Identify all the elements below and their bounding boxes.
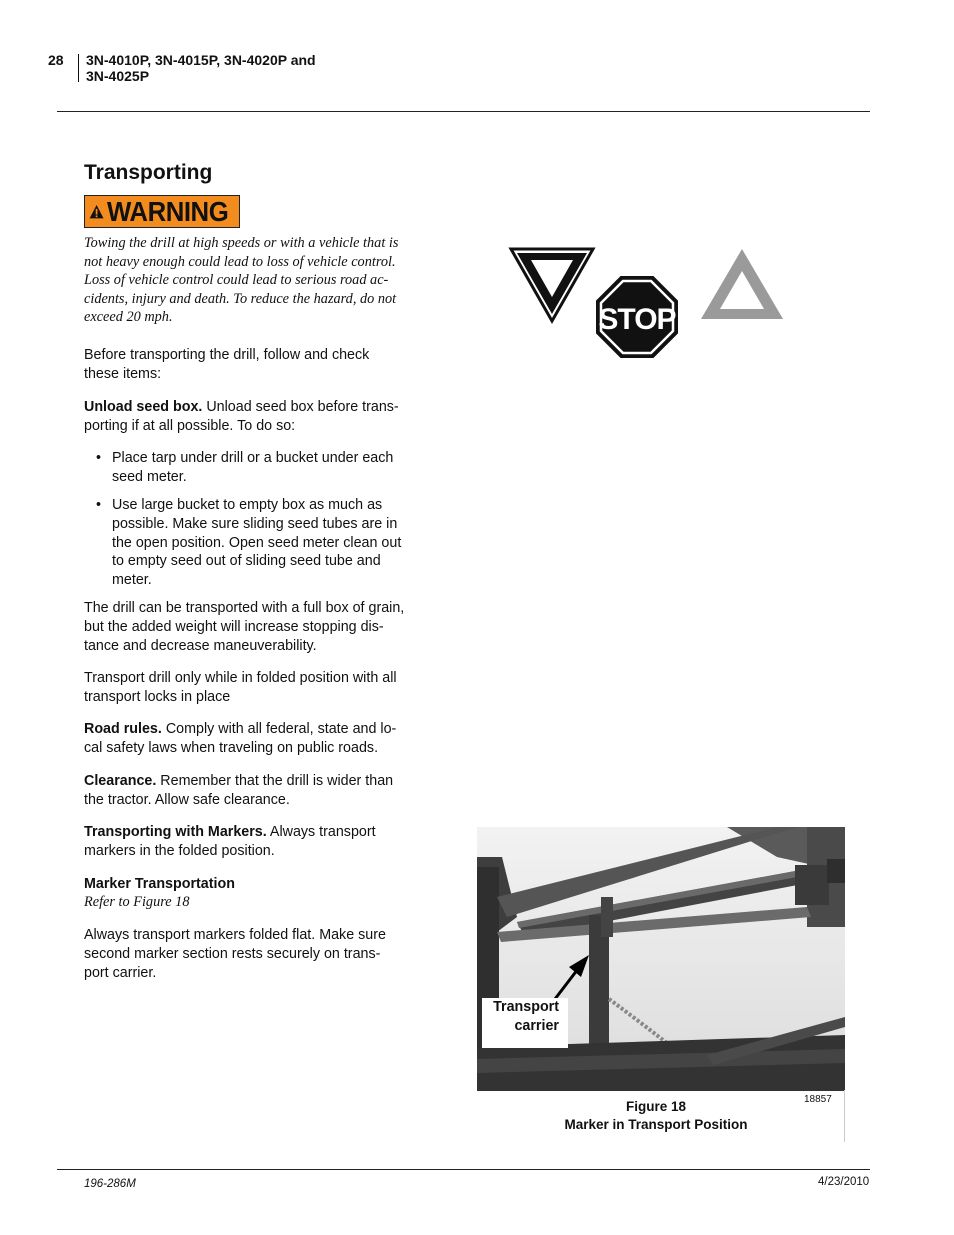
bullet-item (94, 449, 410, 487)
callout-line: Transport (493, 999, 559, 1015)
bullet-item (94, 496, 410, 590)
intro-paragraph (84, 346, 426, 384)
markers-paragraph (84, 823, 426, 861)
document-number: 196-286M (84, 1178, 136, 1190)
slow-moving-vehicle-icon (701, 249, 783, 319)
paragraph-line: port carrier. (84, 964, 157, 981)
clearance-paragraph (84, 772, 426, 810)
paragraph-line: Transport drill only while in folded position with all (84, 670, 397, 686)
folded-position-paragraph (84, 669, 426, 707)
figure-caption (480, 1098, 832, 1134)
paragraph-lead: Clearance. (84, 773, 157, 789)
paragraph-line: The drill can be transported with a full box of grain, (84, 600, 405, 616)
paragraph-lead: Transporting with Markers. (84, 824, 267, 840)
paragraph-text: Comply with all federal, state and lo- (161, 721, 397, 737)
marker-transportation-heading: Marker Transportation (84, 876, 235, 892)
header-rule (57, 111, 870, 112)
paragraph-line: transport locks in place (84, 688, 231, 705)
paragraph-line: Before transporting the drill, follow and check (84, 347, 370, 363)
bullet-line: possible. Make sure sliding seed tubes are in (112, 515, 398, 532)
paragraph-line: porting if at all possible. To do so: (84, 417, 296, 434)
marker-transport-photo (477, 827, 845, 1091)
warning-message-line: Loss of vehicle control could lead to serious road ac- (84, 272, 389, 289)
bullet-line: to empty seed out of sliding seed tube and (112, 553, 381, 570)
paragraph-lead: Unload seed box. (84, 399, 203, 415)
yield-sign-icon (511, 249, 593, 321)
paragraph-line: tance and decrease maneuverability. (84, 637, 317, 654)
warning-message-line: exceed 20 mph. (84, 309, 173, 326)
warning-badge (84, 195, 240, 228)
document-title-line-1: 3N-4010P, 3N-4015P, 3N-4020P and (86, 52, 316, 68)
unload-seed-box-paragraph (84, 398, 426, 436)
paragraph-line: second marker section rests securely on trans- (84, 945, 381, 962)
figure-callout (482, 998, 568, 1048)
section-title: Transporting (84, 161, 213, 184)
figure-caption-number: Figure 18 (625, 1099, 687, 1114)
document-title-line-2: 3N-4025P (86, 68, 150, 84)
header-separator (78, 54, 79, 82)
paragraph-text: Remember that the drill is wider than (156, 773, 394, 789)
bullet-line: • Place tarp under drill or a bucket under each (112, 450, 394, 466)
paragraph-lead: Road rules. (84, 721, 162, 737)
callout-line: carrier (514, 1018, 559, 1034)
paragraph-text: Unload seed box before trans- (202, 399, 399, 415)
warning-message (84, 234, 424, 327)
road-rules-paragraph (84, 720, 426, 758)
paragraph-text: Always transport (266, 824, 376, 840)
document-date: 4/23/2010 (818, 1176, 870, 1188)
callout-text (482, 998, 559, 1036)
page-number: 28 (48, 52, 64, 68)
warning-triangle-icon (89, 200, 104, 224)
bullet-line: the open position. Open seed meter clean out (112, 534, 402, 551)
paragraph-line: these items: (84, 365, 162, 382)
paragraph-line: markers in the folded position. (84, 842, 275, 859)
bullet-line: • Use large bucket to empty box as much as (112, 497, 383, 513)
figure-reference: Refer to Figure 18 (84, 894, 190, 910)
warning-label: WARNING (107, 195, 229, 227)
full-box-paragraph (84, 599, 426, 655)
stop-sign-icon (597, 277, 677, 357)
document-title (86, 52, 386, 84)
footer-rule (57, 1169, 870, 1170)
figure-caption-title: Marker in Transport Position (564, 1117, 748, 1132)
paragraph-line: cal safety laws when traveling on public roads. (84, 739, 379, 756)
paragraph-line: but the added weight will increase stopping dis- (84, 618, 384, 635)
warning-message-line: not heavy enough could lead to loss of vehicle control. (84, 253, 396, 270)
figure-divider (844, 1090, 845, 1142)
folded-flat-paragraph (84, 926, 426, 982)
bullet-line: meter. (112, 572, 152, 589)
figure-image-id: 18857 (804, 1094, 832, 1105)
bullet-line: seed meter. (112, 468, 187, 485)
stop-sign-label: STOP (598, 303, 676, 336)
road-signs-illustration (505, 245, 790, 365)
paragraph-line: Always transport markers folded flat. Make sure (84, 927, 386, 943)
warning-message-line: Towing the drill at high speeds or with a vehicle that is (84, 235, 399, 251)
warning-message-line: cidents, injury and death. To reduce the hazard, do not (84, 290, 397, 307)
paragraph-line: the tractor. Allow safe clearance. (84, 791, 290, 808)
